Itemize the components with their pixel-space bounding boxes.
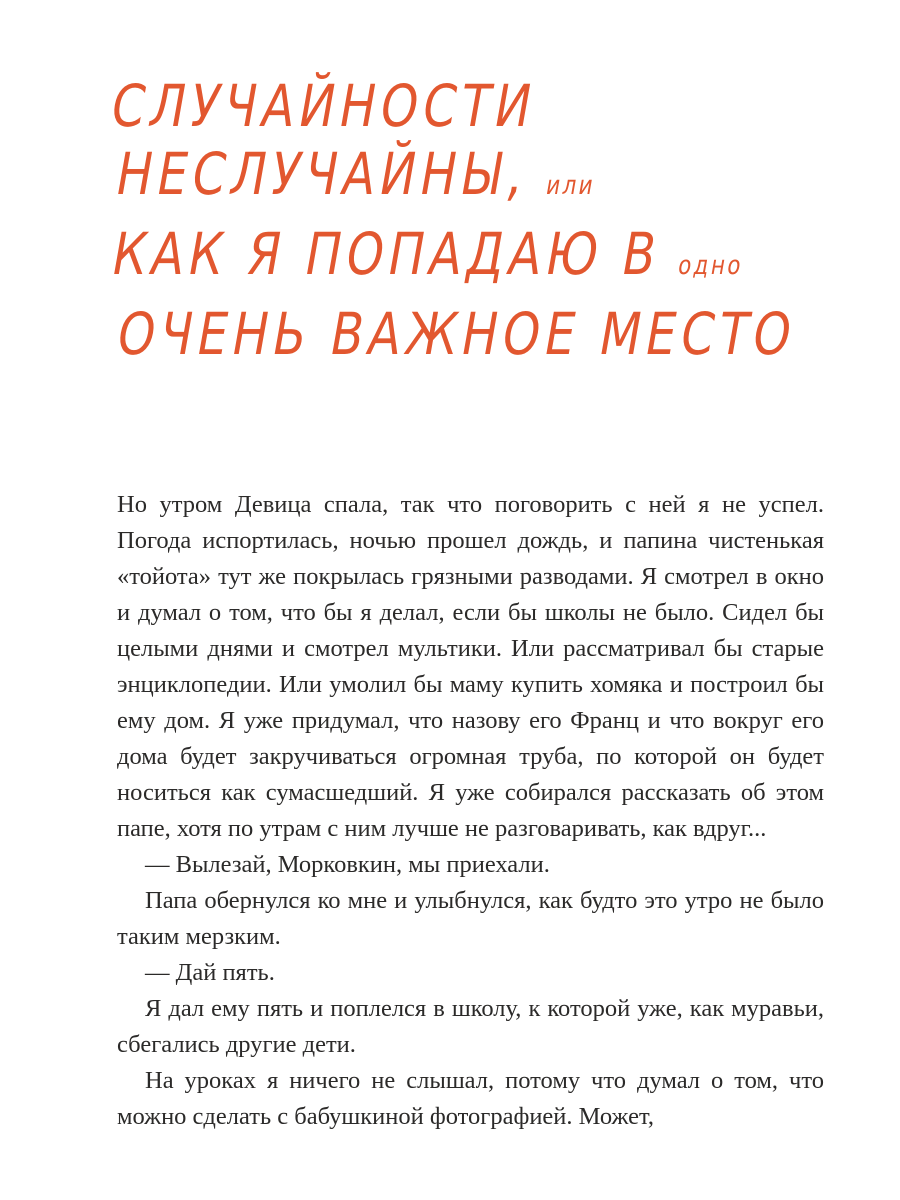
dialogue-paragraph: — Дай пять.: [145, 959, 275, 986]
chapter-title-line-3: [105, 220, 746, 300]
chapter-title-line-4: [112, 300, 802, 368]
dialogue-paragraph: — Вылезай, Морковкин, мы приехали.: [145, 851, 550, 878]
title-text: ОЧЕНЬ ВАЖНОЕ МЕСТО: [112, 300, 802, 368]
title-text: НЕСЛУЧАЙНЫ,: [111, 140, 535, 208]
title-text: КАК Я ПОПАДАЮ В: [107, 220, 667, 288]
chapter-body: [117, 487, 824, 1135]
chapter-title: [106, 72, 802, 368]
chapter-title-line-1: [106, 72, 626, 140]
paragraph: Но утром Девица спала, так что поговорить с ней я не успел. Погода испортилась, ночью прошел дождь, и папина чистенькая «тойота» тут же покрылась грязными разводами. Я смотрел в окно и думал о том, что бы я делал, если бы школы не было. Сидел бы целыми днями и смотрел мультики. Или рассматривал бы старые энциклопедии. Или умолил бы маму купить хомяка и построил бы ему дом. Я уже придумал, что назову его Франц и что вокруг его дома будет закручиваться огромная труба, по которой он будет носиться как сумасшедший. Я уже собирался рассказать об этом папе, хотя по утрам с ним лучше не разговаривать, как вдруг...: [117, 491, 824, 842]
chapter-title-line-2: [109, 140, 628, 220]
paragraph: На уроках я ничего не слышал, потому что думал о том, что можно сделать с бабушкиной фотографией. Может,: [117, 1067, 824, 1130]
title-text: СЛУЧАЙНОСТИ: [106, 72, 542, 140]
title-small-text: одно: [675, 251, 746, 281]
paragraph: Папа обернулся ко мне и улыбнулся, как будто это утро не было таким мерзким.: [117, 887, 824, 950]
paragraph: Я дал ему пять и поплелся в школу, к которой уже, как муравьи, сбегались другие дети.: [117, 995, 824, 1058]
title-small-text: или: [543, 171, 598, 201]
